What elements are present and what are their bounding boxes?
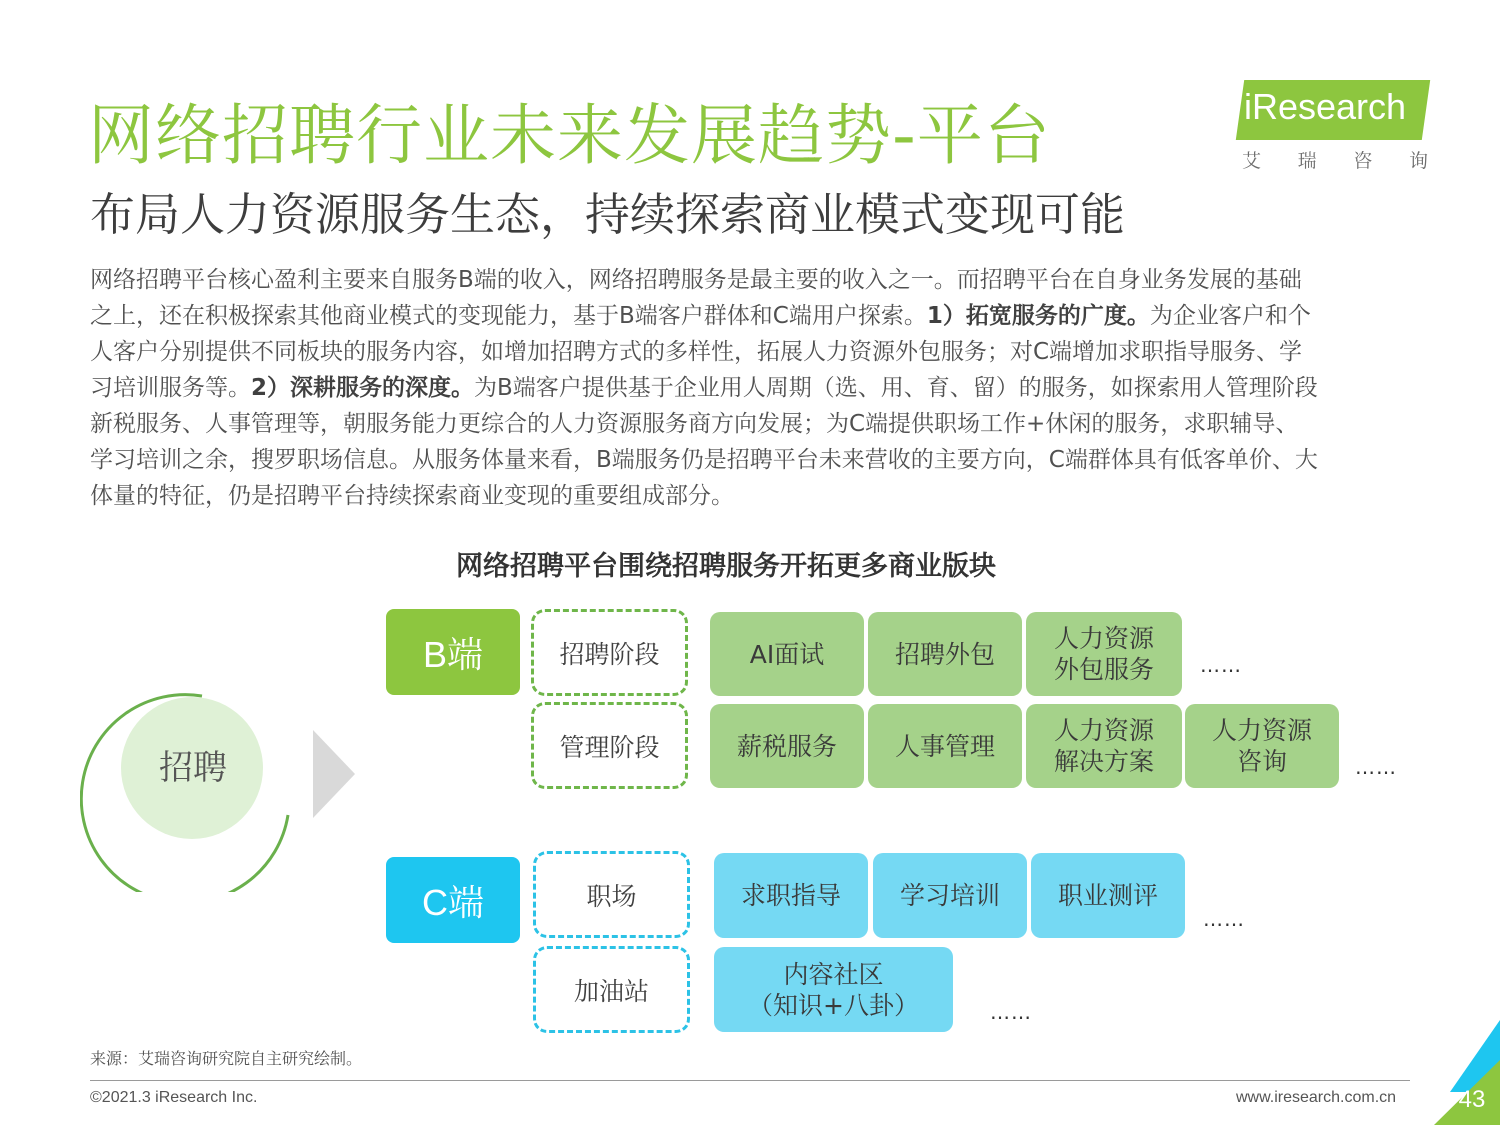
service-tile: 招聘外包 (868, 612, 1022, 696)
hub-label: 招聘 (159, 748, 227, 788)
body-text-segment: 为B端客户提供基于企业用人周期（选、用、育、留）的服务，如探索用人管理阶段 (474, 375, 1318, 401)
body-line: 学习培训之余，搜罗职场信息。从服务体量来看，B端服务仍是招聘平台未来营收的主要方向，C端群体具有低客单价、大 (90, 447, 1318, 473)
page-subtitle: 布局人力资源服务生态，持续探索商业模式变现可能 (90, 188, 1126, 241)
source-note: 来源：艾瑞咨询研究院自主研究绘制。 (90, 1049, 363, 1068)
c-workplace-stage: 职场 (533, 851, 690, 938)
b-end-label: B端 (386, 609, 520, 695)
logo-char: 询 (1408, 150, 1428, 172)
service-tile: 职业测评 (1031, 853, 1185, 938)
service-tile: 求职指导 (714, 853, 868, 938)
c-station-stage: 加油站 (533, 946, 690, 1033)
page-title: 网络招聘行业未来发展趋势-平台 (88, 97, 1051, 174)
service-tile: 人力资源 解决方案 (1026, 704, 1182, 788)
body-text-segment: 为企业客户和个 (1149, 303, 1311, 329)
service-tile: 人力资源 外包服务 (1026, 612, 1182, 696)
logo-char: 咨 (1353, 150, 1373, 172)
body-line: 新税服务、人事管理等，朝服务能力更综合的人力资源服务商方向发展；为C端提供职场工作+休闲的服务，求职辅导、 (90, 411, 1299, 437)
c-end-label: C端 (386, 857, 520, 943)
body-bold-segment: 1）拓宽服务的广度。 (926, 303, 1150, 329)
logo-text: iResearch (1244, 86, 1407, 127)
body-line: 人客户分别提供不同板块的服务内容，如增加招聘方式的多样性，拓展人力资源外包服务；对C端增加求职指导服务、学 (90, 339, 1303, 365)
body-line (90, 370, 1430, 406)
ellipsis: …… (1200, 653, 1242, 677)
iresearch-logo (1236, 78, 1436, 178)
body-text-segment: 习培训服务等。 (90, 375, 251, 401)
b-recruit-stage: 招聘阶段 (531, 609, 688, 696)
copyright: ©2021.3 iResearch Inc. (90, 1089, 258, 1106)
ellipsis: …… (990, 1000, 1032, 1024)
body-bold-segment: 2）深耕服务的深度。 (251, 375, 475, 401)
body-line: 网络招聘平台核心盈利主要来自服务B端的收入，网络招聘服务是最主要的收入之一。而招聘平台在自身业务发展的基础 (90, 267, 1302, 293)
ellipsis: …… (1203, 907, 1245, 931)
service-tile: 内容社区 （知识+八卦） (714, 947, 953, 1032)
service-tile: 人事管理 (868, 704, 1022, 788)
website-link[interactable]: www.iresearch.com.cn (1236, 1089, 1397, 1106)
body-paragraph (90, 262, 1430, 514)
body-text-segment: 之上，还在积极探索其他商业模式的变现能力，基于B端客户群体和C端用户探索。 (90, 303, 927, 329)
service-tile: 薪税服务 (710, 704, 864, 788)
service-tile: 学习培训 (873, 853, 1027, 938)
logo-char: 瑞 (1297, 150, 1317, 172)
arrow-right-icon (313, 730, 355, 818)
logo-char: 艾 (1242, 150, 1262, 172)
b-manage-stage: 管理阶段 (531, 702, 688, 789)
body-line: 体量的特征，仍是招聘平台持续探索商业变现的重要组成部分。 (90, 483, 734, 509)
footer-divider (90, 1080, 1410, 1081)
body-line (90, 298, 1430, 334)
service-tile: 人力资源 咨询 (1185, 704, 1339, 788)
diagram-title: 网络招聘平台围绕招聘服务开拓更多商业版块 (456, 551, 996, 582)
ellipsis: …… (1355, 755, 1397, 779)
service-tile: AI面试 (710, 612, 864, 696)
logo-subtext (1242, 146, 1428, 173)
page-number: 43 (1458, 1086, 1486, 1113)
